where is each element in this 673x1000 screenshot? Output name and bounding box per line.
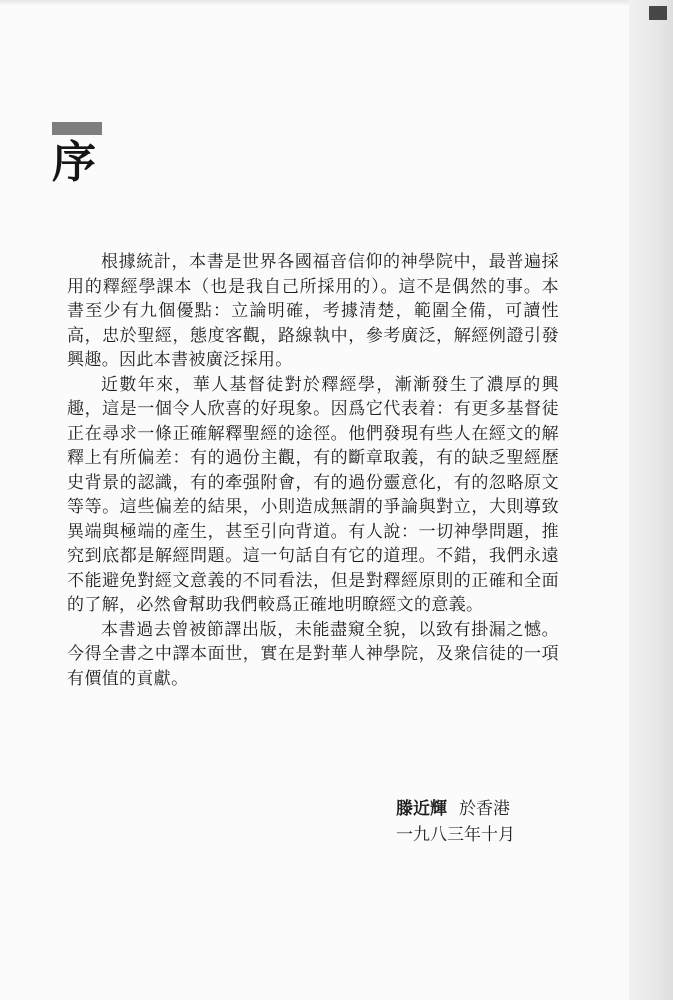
signature-place: 於香港 <box>459 799 510 819</box>
corner-mark <box>649 6 667 20</box>
page-top-edge <box>0 0 673 6</box>
author-name: 滕近輝 <box>396 799 447 819</box>
title-bar-decoration <box>52 122 102 135</box>
paragraph-2: 近數年來，華人基督徒對於釋經學，漸漸發生了濃厚的興趣，這是一個令人欣喜的好現象。因爲它代表着：有更多基督徒正在尋求一條正確解釋聖經的途徑。他們發現有些人在經文的解釋上有所偏差：有的過份主觀，有的斷章取義，有的缺乏聖經歷史背景的認識，有的牽强附會，有的過份靈意化，有的忽略原文等等。這些偏差的結果，小則造成無謂的爭論與對立，大則導致異端與極端的產生，甚至引向背道。有人說：一切神學問題，推究到底都是解經問題。這一句話自有它的道理。不錯，我們永遠不能避免對經文意義的不同看法，但是對釋經原則的正確和全面的了解，必然會幫助我們較爲正確地明瞭經文的意義。 <box>67 374 559 615</box>
signature-block <box>396 796 566 848</box>
page-title: 序 <box>52 137 96 188</box>
page-right-edge <box>629 0 673 1000</box>
signature-date: 一九八三年十月 <box>396 825 515 845</box>
paragraph-3: 本書過去曾被節譯出版，未能盡窺全貌，以致有掛漏之憾。今得全書之中譯本面世，實在是對華人神學院，及衆信徒的一項有價值的貢獻。 <box>67 619 559 689</box>
preface-body <box>67 250 559 691</box>
signature-line <box>396 796 566 822</box>
paragraph-1: 根據統計，本書是世界各國福音信仰的神學院中，最普遍採用的釋經學課本（也是我自己所採用的）。這不是偶然的事。本書至少有九個優點：立論明確，考據清楚，範圍全備，可讀性高，忠於聖經，態度客觀，路線執中，參考廣泛，解經例證引發興趣。因此本書被廣泛採用。 <box>67 252 559 370</box>
